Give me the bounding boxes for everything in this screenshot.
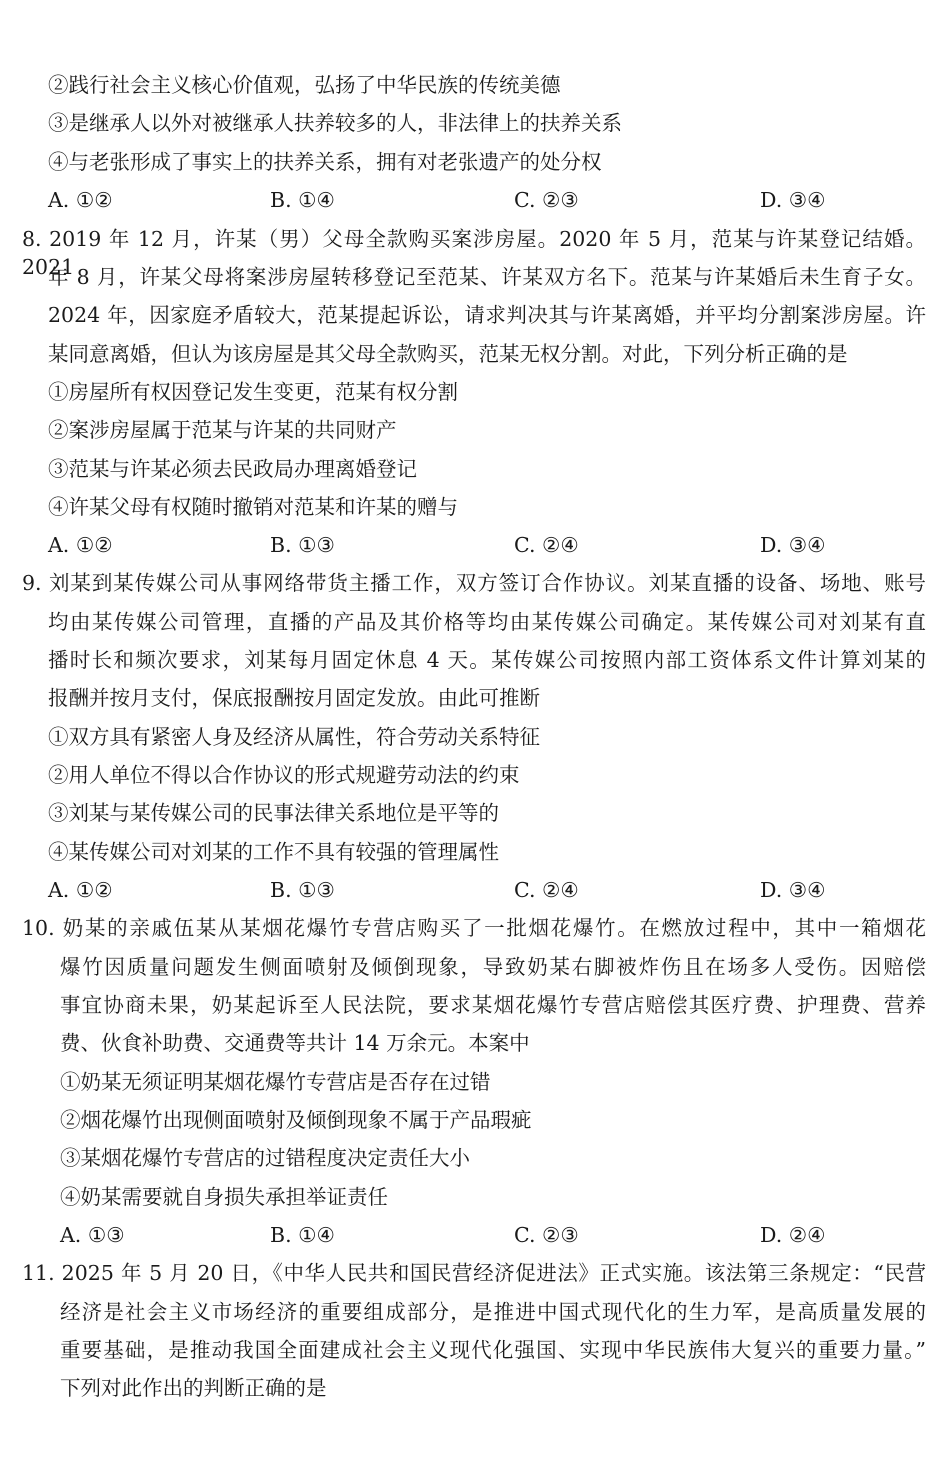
q8-item-1: ①房屋所有权因登记发生变更，范某有权分割 bbox=[48, 380, 458, 404]
q7-option-c: C. ②③ bbox=[514, 188, 579, 212]
q9-stem-line-4: 报酬并按月支付，保底报酬按月固定发放。由此可推断 bbox=[48, 686, 540, 710]
q9-item-1: ①双方具有紧密人身及经济从属性，符合劳动关系特征 bbox=[48, 725, 540, 749]
q8-stem-line-4: 某同意离婚，但认为该房屋是其父母全款购买，范某无权分割。对此，下列分析正确的是 bbox=[48, 342, 848, 366]
q8-item-3: ③范某与许某必须去民政局办理离婚登记 bbox=[48, 457, 417, 481]
q10-stem-line-2: 爆竹因质量问题发生侧面喷射及倾倒现象，导致奶某右脚被炸伤且在场多人受伤。因赔偿 bbox=[60, 955, 926, 979]
q9-item-4: ④某传媒公司对刘某的工作不具有较强的管理属性 bbox=[48, 840, 499, 864]
q8-stem-line-1: 8. 2019 年 12 月，许某（男）父母全款购买案涉房屋。2020 年 5 月，范某与许某登记结婚。2021 bbox=[22, 227, 926, 279]
q11-stem-line-1: 11. 2025 年 5 月 20 日，《中华人民共和国民营经济促进法》正式实施。该法第三条规定：“民营 bbox=[22, 1261, 926, 1285]
q10-stem-line-4: 费、伙食补助费、交通费等共计 14 万余元。本案中 bbox=[60, 1031, 530, 1055]
q10-option-a: A. ①③ bbox=[60, 1223, 125, 1247]
q9-option-b: B. ①③ bbox=[270, 878, 335, 902]
q7-item-4: ④与老张形成了事实上的扶养关系，拥有对老张遗产的处分权 bbox=[48, 150, 602, 174]
q9-option-d: D. ③④ bbox=[760, 878, 826, 902]
q7-option-d: D. ③④ bbox=[760, 188, 826, 212]
q8-option-d: D. ③④ bbox=[760, 533, 826, 557]
q11-stem-line-3: 重要基础，是推动我国全面建成社会主义现代化强国、实现中华民族伟大复兴的重要力量。” bbox=[60, 1338, 926, 1362]
q10-stem-line-3: 事宜协商未果，奶某起诉至人民法院，要求某烟花爆竹专营店赔偿其医疗费、护理费、营养 bbox=[60, 993, 926, 1017]
q9-stem-line-3: 播时长和频次要求，刘某每月固定休息 4 天。某传媒公司按照内部工资体系文件计算刘某的 bbox=[48, 648, 926, 672]
q8-item-4: ④许某父母有权随时撤销对范某和许某的赠与 bbox=[48, 495, 458, 519]
q10-item-4: ④奶某需要就自身损失承担举证责任 bbox=[60, 1185, 388, 1209]
q8-stem-line-2: 年 8 月，许某父母将案涉房屋转移登记至范某、许某双方名下。范某与许某婚后未生育子女。 bbox=[48, 265, 926, 289]
q8-option-a: A. ①② bbox=[48, 533, 113, 557]
q8-stem-line-3: 2024 年，因家庭矛盾较大，范某提起诉讼，请求判决其与许某离婚，并平均分割案涉房屋。许 bbox=[48, 303, 926, 327]
q9-stem-line-2: 均由某传媒公司管理，直播的产品及其价格等均由某传媒公司确定。某传媒公司对刘某有直 bbox=[48, 610, 926, 634]
q9-option-c: C. ②④ bbox=[514, 878, 579, 902]
q7-option-b: B. ①④ bbox=[270, 188, 335, 212]
q9-item-2: ②用人单位不得以合作协议的形式规避劳动法的约束 bbox=[48, 763, 520, 787]
q8-item-2: ②案涉房屋属于范某与许某的共同财产 bbox=[48, 418, 397, 442]
q10-option-c: C. ②③ bbox=[514, 1223, 579, 1247]
q10-option-d: D. ②④ bbox=[760, 1223, 826, 1247]
q10-item-3: ③某烟花爆竹专营店的过错程度决定责任大小 bbox=[60, 1146, 470, 1170]
q9-stem-line-1: 9. 刘某到某传媒公司从事网络带货主播工作，双方签订合作协议。刘某直播的设备、场地、账号 bbox=[22, 571, 926, 595]
q7-option-a: A. ①② bbox=[48, 188, 113, 212]
q8-option-c: C. ②④ bbox=[514, 533, 579, 557]
q10-option-b: B. ①④ bbox=[270, 1223, 335, 1247]
q10-item-1: ①奶某无须证明某烟花爆竹专营店是否存在过错 bbox=[60, 1070, 491, 1094]
q7-item-3: ③是继承人以外对被继承人扶养较多的人，非法律上的扶养关系 bbox=[48, 111, 622, 135]
q8-option-b: B. ①③ bbox=[270, 533, 335, 557]
q11-stem-line-4: 下列对此作出的判断正确的是 bbox=[60, 1376, 327, 1400]
q11-stem-line-2: 经济是社会主义市场经济的重要组成部分，是推进中国式现代化的生力军，是高质量发展的 bbox=[60, 1300, 926, 1324]
q10-stem-line-1: 10. 奶某的亲戚伍某从某烟花爆竹专营店购买了一批烟花爆竹。在燃放过程中，其中一箱烟花 bbox=[22, 916, 926, 940]
q10-item-2: ②烟花爆竹出现侧面喷射及倾倒现象不属于产品瑕疵 bbox=[60, 1108, 532, 1132]
q7-item-2: ②践行社会主义核心价值观，弘扬了中华民族的传统美德 bbox=[48, 73, 561, 97]
q9-item-3: ③刘某与某传媒公司的民事法律关系地位是平等的 bbox=[48, 801, 499, 825]
q9-option-a: A. ①② bbox=[48, 878, 113, 902]
